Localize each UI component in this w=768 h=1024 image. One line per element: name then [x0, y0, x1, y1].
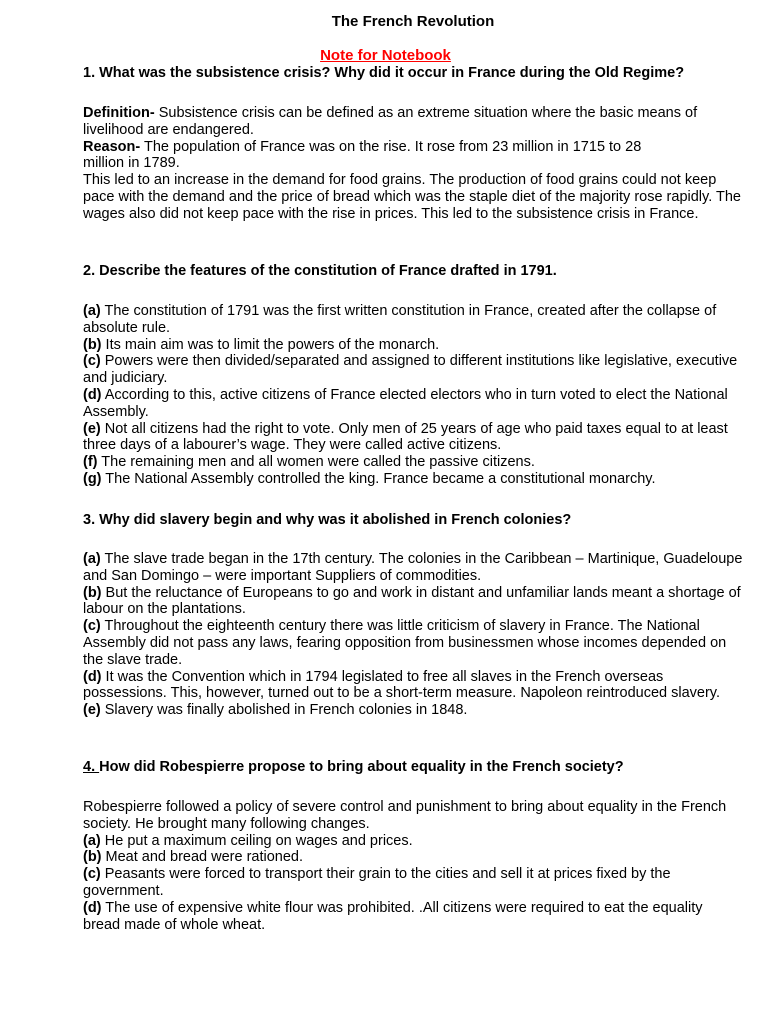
document-title: The French Revolution — [331, 13, 495, 30]
question-4-text: How did Robespierre propose to bring about equality in the French society? — [99, 759, 624, 775]
item-label: (a) — [83, 832, 101, 849]
intro-paragraph: Robespierre followed a policy of severe control and punishment to bring about equality in the French society. He brought many following changes. — [83, 799, 727, 832]
item-label: (d) — [83, 899, 102, 916]
list-item — [83, 585, 743, 619]
question-1-heading: 1. What was the subsistence crisis? Why did it occur in France during the Old Regime? — [83, 65, 685, 81]
answer-3 — [83, 551, 743, 719]
item-label: (d) — [83, 668, 102, 685]
definition-paragraph — [83, 105, 743, 139]
item-text: Meat and bread were rationed. — [101, 849, 304, 866]
definition-text: Subsistence crisis can be defined as an extreme situation where the basic means of livelihood are endangered. — [83, 105, 698, 138]
question-4-heading — [83, 759, 743, 776]
list-item — [83, 618, 743, 668]
question-2-heading: 2. Describe the features of the constitution of France drafted in 1791. — [83, 263, 557, 279]
item-text: The use of expensive white flour was prohibited. .All citizens were required to eat the equality bread made of whole wheat. — [83, 899, 703, 933]
list-item — [83, 387, 743, 421]
list-item — [83, 454, 743, 471]
item-text: It was the Convention which in 1794 legislated to free all slaves in the French overseas possessions. This, however, turned out to be a short-term measure. Napoleon reintroduced slavery. — [83, 668, 720, 702]
item-label: (c) — [83, 866, 101, 883]
list-item — [83, 421, 743, 455]
item-text: Slavery was finally abolished in French colonies in 1848. — [100, 702, 468, 719]
explanation-paragraph: This led to an increase in the demand for food grains. The production of food grains could not keep pace with the demand and the price of bread which was the staple diet of the majority rose rapidly. The wages also did not keep pace with the rise in prices. This led to the subsistence crisis in France. — [83, 172, 741, 222]
item-text: He put a maximum ceiling on wages and prices. — [100, 832, 413, 849]
item-label: (f) — [83, 454, 98, 471]
item-text: Powers were then divided/separated and assigned to different institutions like legislative, executive and judiciary. — [83, 353, 738, 387]
definition-label: Definition- — [83, 105, 155, 121]
question-4 — [83, 759, 743, 776]
list-item — [83, 551, 743, 585]
list-item — [83, 353, 743, 387]
answer-4 — [83, 799, 743, 933]
item-label: (b) — [83, 584, 102, 601]
reason-text: The population of France was on the rise. It rose from 23 million in 1715 to 28 million in 1789. — [83, 138, 642, 172]
item-text: The slave trade began in the 17th century. The colonies in the Caribbean – Martinique, Guadeloupe and San Domingo – were important Suppliers of commodities. — [83, 551, 743, 584]
list-item — [83, 833, 743, 850]
list-item — [83, 337, 743, 354]
list-item — [83, 669, 743, 703]
item-text: Throughout the eighteenth century there was little criticism of slavery in France. The National Assembly did not pass any laws, fearing opposition from businessmen whose incomes depended on the slave trade. — [83, 618, 727, 668]
list-item — [83, 900, 743, 934]
item-text: According to this, active citizens of France elected electors who in turn voted to elect the National Assembly. — [83, 386, 728, 420]
question-2 — [83, 263, 743, 280]
list-item — [83, 702, 743, 719]
question-4-number: 4. — [83, 759, 100, 775]
item-text: Peasants were forced to transport their grain to the cities and sell it at prices fixed by the government. — [83, 866, 671, 899]
item-label: (e) — [83, 420, 101, 437]
item-label: (g) — [83, 470, 102, 487]
item-label: (d) — [83, 386, 102, 403]
item-label: (c) — [83, 353, 101, 370]
item-label: (a) — [83, 303, 101, 319]
question-1 — [83, 65, 743, 82]
answer-2 — [83, 303, 743, 488]
reason-paragraph — [83, 139, 683, 173]
answer-1 — [83, 105, 743, 223]
item-label: (e) — [83, 702, 101, 719]
item-label: (c) — [83, 618, 101, 635]
item-text: The constitution of 1791 was the first written constitution in France, created after the collapse of absolute rule. — [83, 303, 717, 336]
item-text: Not all citizens had the right to vote. Only men of 25 years of age who paid taxes equal to at least three days of a labourer’s wage. They were called active citizens. — [83, 420, 728, 454]
list-item — [83, 866, 743, 900]
list-item — [83, 303, 743, 337]
item-text: The remaining men and all women were called the passive citizens. — [97, 454, 535, 471]
item-text: The National Assembly controlled the king. France became a constitutional monarchy. — [101, 470, 656, 487]
item-label: (b) — [83, 336, 102, 353]
item-text: But the reluctance of Europeans to go and work in distant and unfamiliar lands meant a shortage of labour on the plantations. — [83, 584, 741, 618]
item-label: (a) — [83, 551, 101, 567]
item-label: (b) — [83, 849, 102, 866]
item-text: Its main aim was to limit the powers of the monarch. — [101, 336, 440, 353]
question-3 — [83, 512, 743, 529]
question-3-heading: 3. Why did slavery begin and why was it abolished in French colonies? — [83, 512, 572, 528]
note-heading: Note for Notebook — [320, 47, 451, 64]
reason-label: Reason- — [83, 138, 141, 155]
list-item — [83, 849, 743, 866]
list-item — [83, 471, 743, 488]
